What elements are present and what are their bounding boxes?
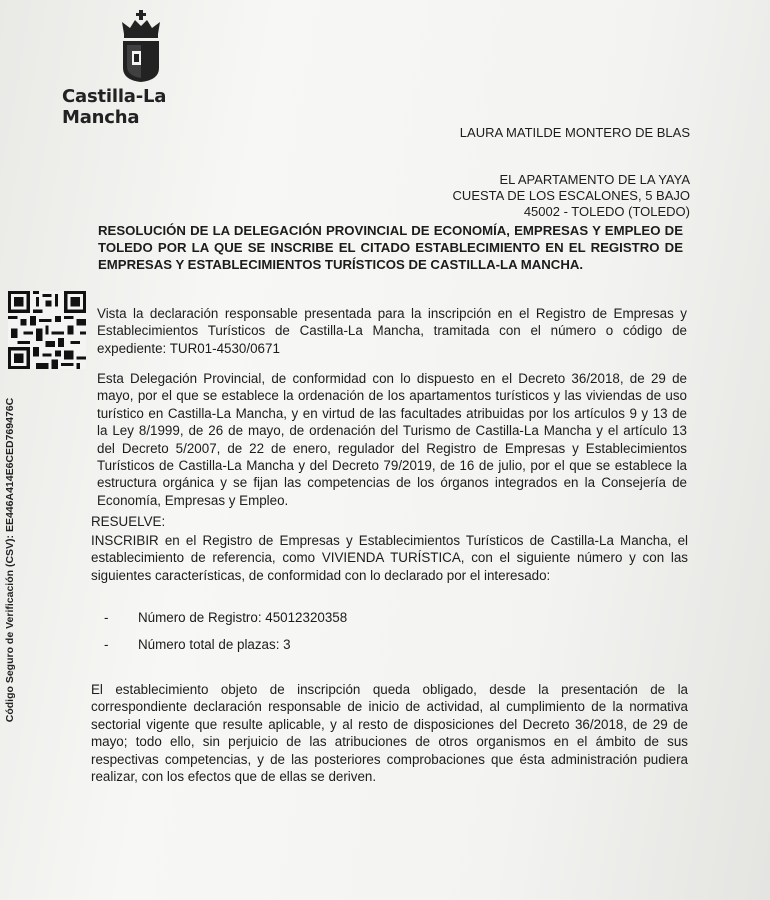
- legal-basis-paragraph: Esta Delegación Provincial, de conformidad con lo dispuesto en el Decreto 36/2018, de 29 de mayo, por el que se establece la ordenación de los apartamentos turísticos y las viviendas de uso turístico en Castilla-La Mancha, y en virtud de las facultades atribuidas por los artículos 9 y 13 de la Ley 8/1999, de 26 de mayo, de ordenación del Turismo de Castilla-La Mancha y el artículo 13 del Decreto 5/2007, de 22 de enero, regulador del Registro de Empresas y Establecimientos Turísticos de Castilla-La Mancha y del Decreto 79/2019, de 16 de julio, por el que se establece la estructura orgánica y se fijan las competencias de los órganos integrados en la Consejería de Economía, Empresas y Empleo.: [97, 371, 687, 508]
- address-line-2: CUESTA DE LOS ESCALONES, 5 BAJO: [452, 188, 690, 203]
- closing-paragraph: El establecimiento objeto de inscripción queda obligado, desde la presentación de la correspondiente declaración responsable de inicio de actividad, al cumplimiento de la normativa sectorial vigente que resulte aplicable, y al resto de disposiciones del Decreto 36/2018, de 29 de mayo; todo ello, sin perjuicio de las atribuciones de otros organismos en el ámbito de sus respectivas competencias, y de las posteriores comprobaciones que ésta administración pudiera realizar, con los efectos que de ellas se deriven.: [91, 682, 688, 785]
- document-title: RESOLUCIÓN DE LA DELEGACIÓN PROVINCIAL DE ECONOMÍA, EMPRESAS Y EMPLEO DE TOLEDO POR LA QUE SE INSCRIBE EL CITADO ESTABLECIMIENTO EN EL REGISTRO DE EMPRESAS Y ESTABLECIMIENTOS TURÍSTICOS DE CASTILLA-LA MANCHA.: [98, 223, 683, 272]
- logo-text: Castilla-La Mancha: [62, 86, 167, 128]
- coat-of-arms-icon: [118, 10, 164, 82]
- address-line-1: EL APARTAMENTO DE LA YAYA: [499, 172, 690, 187]
- recipient-address: [453, 172, 690, 220]
- address-line-3: 45002 - TOLEDO (TOLEDO): [523, 204, 690, 219]
- inscribir-paragraph: INSCRIBIR en el Registro de Empresas y Establecimientos Turísticos de Castilla-La Mancha, el establecimiento de referencia, como VIVIENDA TURÍSTICA, con el siguiente número y con las siguientes características, de conformidad con lo declarado por el interesado:: [91, 533, 688, 583]
- total-places: Número total de plazas: 3: [138, 637, 291, 652]
- registration-number: Número de Registro: 45012320358: [138, 610, 348, 625]
- recipient-name: LAURA MATILDE MONTERO DE BLAS: [459, 125, 690, 140]
- csv-verification-code: Código Seguro de Verificación (CSV): EE446A414E6CED769476C: [4, 397, 16, 723]
- resuelve-heading: RESUELVE:: [91, 514, 166, 529]
- intro-paragraph: Vista la declaración responsable presentada para la inscripción en el Registro de Empresas y Establecimientos Turísticos de Castilla-La Mancha, tramitada con el número o código de expediente: TUR01-4530/0671: [97, 306, 687, 356]
- qr-code-icon: [8, 291, 86, 369]
- logo: [62, 10, 222, 128]
- list-item: [104, 637, 291, 652]
- bullet-dash: -: [104, 610, 109, 625]
- list-item: [104, 610, 347, 625]
- bullet-dash: -: [104, 637, 109, 652]
